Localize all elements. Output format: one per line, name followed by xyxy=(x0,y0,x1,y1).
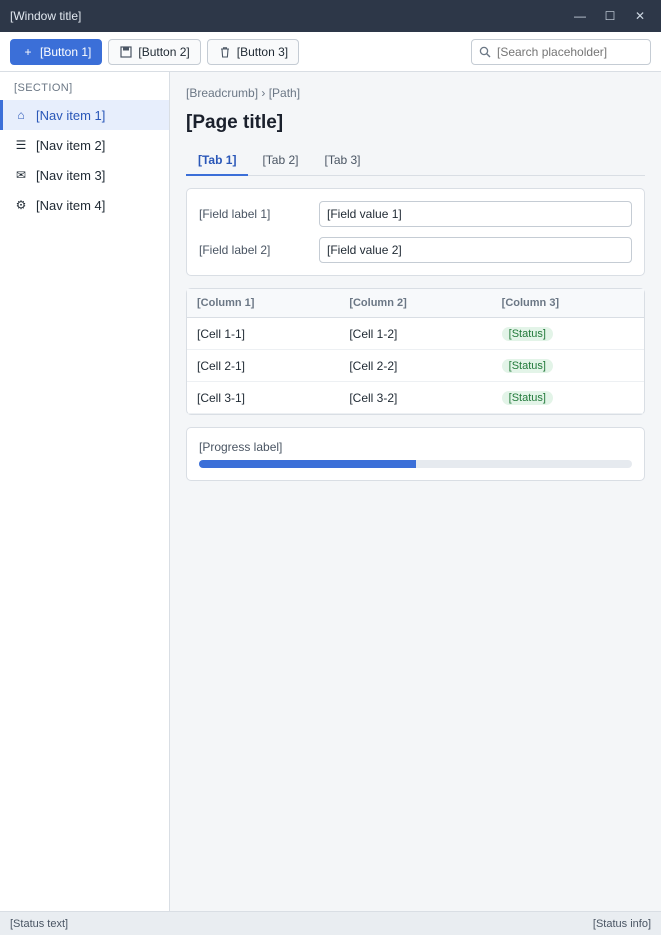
sidebar-item-3[interactable] xyxy=(0,160,169,190)
table-header-row xyxy=(187,289,644,318)
sidebar-heading: [SECTION] xyxy=(14,82,73,94)
table-cell xyxy=(492,350,644,382)
progress-bar xyxy=(199,460,632,468)
sidebar-item-1[interactable] xyxy=(0,100,169,130)
plus-icon: + xyxy=(24,44,32,59)
table-cell: [Cell 2-1] xyxy=(187,350,339,382)
mail-icon: ✉ xyxy=(15,168,27,182)
list-icon: ☰ xyxy=(15,138,27,152)
tab-2[interactable]: [Tab 2] xyxy=(262,153,299,167)
field-label-1: [Field label 1] xyxy=(199,207,271,221)
sidebar-item-label: [Nav item 3] xyxy=(36,167,106,183)
title-bar xyxy=(0,0,661,32)
progress-fill xyxy=(199,460,416,468)
save-icon xyxy=(119,45,133,59)
delete-button-label: [Button 3] xyxy=(236,44,289,59)
table-cell: [Cell 3-2] xyxy=(339,382,491,414)
status-badge: [Status] xyxy=(502,327,553,341)
main-panel xyxy=(170,72,661,911)
tab-3[interactable]: [Tab 3] xyxy=(324,153,361,167)
sidebar xyxy=(0,72,170,911)
sidebar-item-2[interactable] xyxy=(0,130,169,160)
sidebar-item-label: [Nav item 2] xyxy=(36,137,106,153)
home-icon: ⌂ xyxy=(17,108,25,122)
delete-button[interactable] xyxy=(207,39,299,65)
column-header[interactable]: [Column 1] xyxy=(187,289,339,318)
table-row[interactable] xyxy=(187,318,644,350)
save-button-label: [Button 2] xyxy=(138,44,190,59)
search-box xyxy=(471,39,651,65)
data-table xyxy=(187,289,644,414)
tab-1[interactable]: [Tab 1] xyxy=(186,146,248,176)
status-badge: [Status] xyxy=(502,359,553,373)
details-form xyxy=(186,188,645,276)
trash-icon xyxy=(218,45,232,59)
save-button[interactable] xyxy=(108,39,200,65)
table-cell xyxy=(492,318,644,350)
new-button[interactable] xyxy=(10,39,102,65)
breadcrumb: [Breadcrumb] › [Path] xyxy=(186,86,301,100)
field-input-1[interactable] xyxy=(319,201,632,227)
table-row[interactable] xyxy=(187,382,644,414)
status-info: [Status info] xyxy=(592,917,651,930)
status-text: [Status text] xyxy=(10,917,69,930)
new-button-label: [Button 1] xyxy=(40,44,92,59)
tab-bar xyxy=(186,146,645,176)
column-header[interactable]: [Column 3] xyxy=(492,289,644,318)
progress-label: [Progress label] xyxy=(199,440,283,454)
maximize-icon[interactable]: ☐ xyxy=(604,9,616,23)
window-title: [Window title] xyxy=(10,9,82,23)
close-icon[interactable]: ✕ xyxy=(634,9,646,23)
content-area xyxy=(0,72,661,911)
table-row[interactable] xyxy=(187,350,644,382)
column-header[interactable]: [Column 2] xyxy=(339,289,491,318)
table-cell: [Cell 1-1] xyxy=(187,318,339,350)
search-icon xyxy=(478,45,492,59)
field-input-2[interactable] xyxy=(319,237,632,263)
sidebar-item-label: [Nav item 4] xyxy=(36,197,106,213)
search-input[interactable] xyxy=(497,45,644,59)
progress-card xyxy=(186,427,645,481)
gear-icon: ⚙ xyxy=(15,198,27,212)
sidebar-item-label: [Nav item 1] xyxy=(36,107,106,123)
table-cell xyxy=(492,382,644,414)
table-cell: [Cell 2-2] xyxy=(339,350,491,382)
status-badge: [Status] xyxy=(502,391,553,405)
sidebar-item-4[interactable] xyxy=(0,190,169,220)
table-cell: [Cell 3-1] xyxy=(187,382,339,414)
page-title: [Page title] xyxy=(186,112,284,133)
minimize-icon[interactable]: — xyxy=(574,9,586,23)
field-label-2: [Field label 2] xyxy=(199,243,271,257)
status-bar xyxy=(0,911,661,935)
toolbar xyxy=(0,32,661,72)
table-cell: [Cell 1-2] xyxy=(339,318,491,350)
data-table-card xyxy=(186,288,645,415)
